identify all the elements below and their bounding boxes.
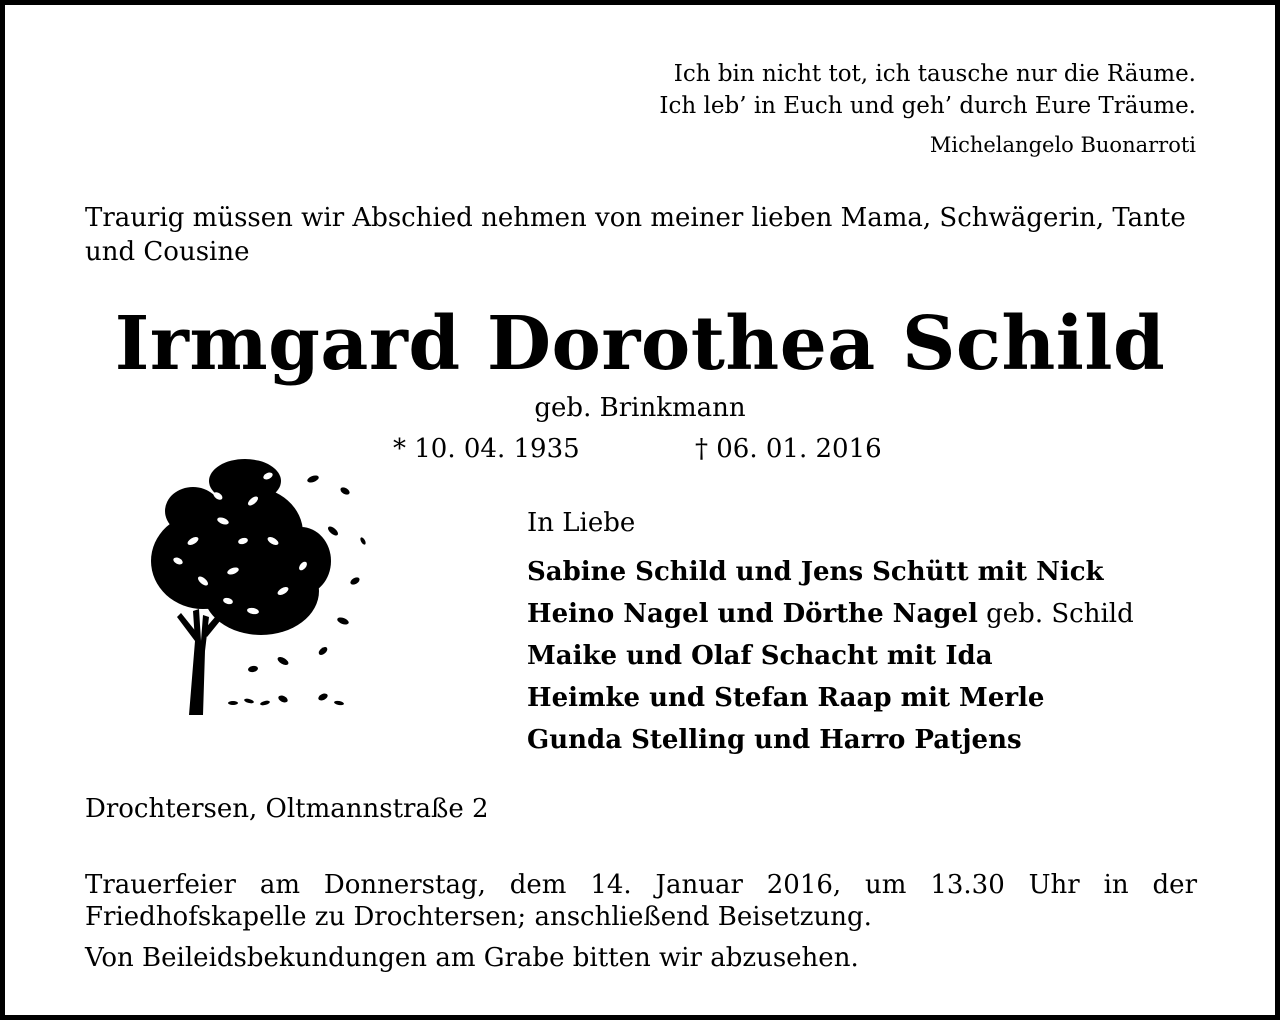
- ceremony-text: Trauerfeier am Donnerstag, dem 14. Januar 2016, um 13.30 Uhr in der Friedhofskapelle zu Drochtersen; anschließend Beisetzung.: [85, 870, 1197, 932]
- family-line: [527, 719, 1134, 761]
- family-line: [527, 635, 1134, 677]
- intro-text: Traurig müssen wir Abschied nehmen von meiner lieben Mama, Schwägerin, Tante und Cousine: [85, 203, 1186, 267]
- family-line-names: Gunda Stelling und Harro Patjens: [527, 725, 1022, 755]
- quote-author: Michelangelo Buonarroti: [929, 133, 1196, 157]
- birth-date: * 10. 04. 1935: [393, 434, 580, 464]
- family-line-names: Heimke und Stefan Raap mit Merle: [527, 683, 1045, 713]
- quote-line-2: Ich leb’ in Euch und geh’ durch Eure Träume.: [659, 93, 1196, 119]
- quote-line-1: Ich bin nicht tot, ich tausche nur die Räume.: [673, 61, 1196, 87]
- family-intro: In Liebe: [527, 508, 636, 538]
- condolences-text: Von Beileidsbekundungen am Grabe bitten wir abzusehen.: [85, 943, 859, 973]
- windblown-tree-icon: [133, 441, 373, 715]
- family-line-names: Sabine Schild und Jens Schütt mit Nick: [527, 557, 1104, 587]
- family-line-names: Maike und Olaf Schacht mit Ida: [527, 641, 993, 671]
- death-date: † 06. 01. 2016: [695, 434, 882, 464]
- family-line-names: Heino Nagel und Dörthe Nagel: [527, 599, 978, 629]
- deceased-name: Irmgard Dorothea Schild: [114, 301, 1166, 387]
- address: Drochtersen, Oltmannstraße 2: [85, 794, 489, 824]
- family-line: [527, 593, 1134, 635]
- family-list: [527, 551, 1134, 761]
- family-line-note: geb. Schild: [977, 599, 1134, 629]
- maiden-name: geb. Brinkmann: [534, 393, 746, 423]
- family-line: [527, 677, 1134, 719]
- family-line: [527, 551, 1134, 593]
